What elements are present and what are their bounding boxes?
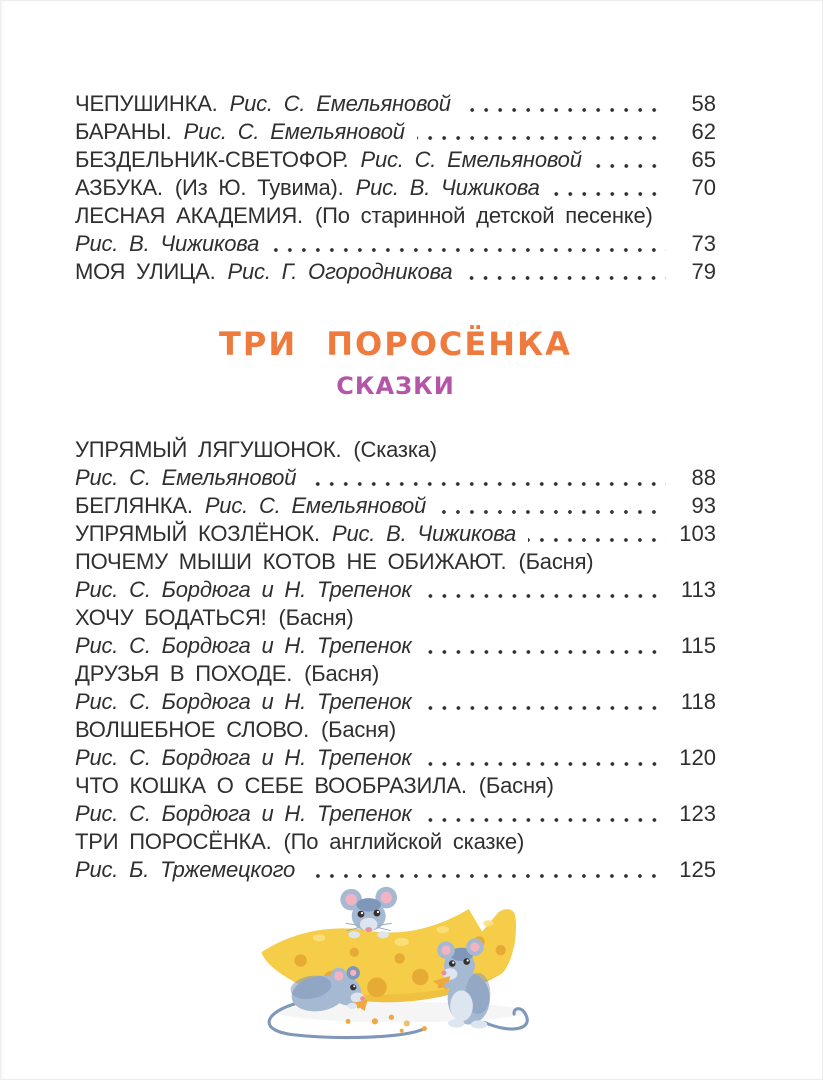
dot-leader: [424, 762, 666, 766]
entry-credit: Рис. В. Чижикова: [355, 175, 540, 200]
entry-note: (Басня): [478, 773, 554, 798]
toc-entry-line: [75, 174, 716, 202]
page-number: 118: [680, 689, 716, 714]
entry-title: ВОЛШЕБНОЕ СЛОВО.: [75, 717, 309, 742]
entry-note: (Басня): [278, 605, 354, 630]
entry-credit: Рис. В. Чижикова: [331, 521, 517, 546]
toc-entry-line: [75, 688, 716, 716]
entry-credit: Рис. С. Емельяновой: [183, 119, 405, 144]
toc-entry-line: [75, 828, 716, 856]
entry-credit: Рис. С. Бордюга и Н. Трепенок: [75, 633, 412, 658]
toc-entry-line: [75, 258, 716, 286]
page-number: 88: [691, 465, 716, 490]
entry-credit: Рис. С. Бордюга и Н. Трепенок: [75, 577, 412, 602]
page-number: 103: [679, 521, 716, 546]
entry-credit: Рис. С. Емельяновой: [204, 493, 427, 518]
section-heading: ТРИ ПОРОСЁНКА: [219, 325, 572, 363]
entry-note: (Сказка): [353, 437, 437, 462]
dot-leader: [528, 538, 666, 542]
toc-entry-line: [75, 202, 716, 230]
toc-entry-line: [75, 744, 716, 772]
toc-entry-line: [75, 118, 716, 146]
mice-cheese-illustration: [247, 878, 577, 1043]
entry-note: (По английской сказке): [283, 829, 525, 854]
figure-wrap: [0, 878, 823, 1043]
toc-entry-line: [75, 520, 716, 548]
entry-credit: Рис. Г. Огородникова: [227, 259, 453, 284]
entry-credit: Рис. С. Емельяновой: [229, 91, 451, 116]
entry-title: ДРУЗЬЯ В ПОХОДЕ.: [75, 661, 293, 686]
entry-credit: Рис. С. Бордюга и Н. Трепенок: [75, 801, 412, 826]
mouse-top-icon: [340, 887, 397, 939]
toc-entry-line: [75, 436, 716, 464]
page-number: 115: [680, 633, 716, 658]
dot-leader: [271, 248, 666, 252]
toc-entry-line: [75, 632, 716, 660]
entry-title: БЕЗДЕЛЬНИК-СВЕТОФОР.: [75, 147, 349, 172]
page-number: 79: [691, 259, 716, 284]
page-number: 123: [679, 801, 716, 826]
toc-section: [75, 324, 716, 884]
entry-note: (Басня): [320, 717, 396, 742]
toc-entry-line: [75, 660, 716, 688]
entry-title: АЗБУКА.: [75, 175, 163, 200]
page-number: 62: [691, 119, 716, 144]
entry-title: ПОЧЕМУ МЫШИ КОТОВ НЕ ОБИЖАЮТ.: [75, 549, 507, 574]
toc-section: [75, 90, 716, 286]
entry-title: ЧТО КОШКА О СЕБЕ ВООБРАЗИЛА.: [75, 773, 467, 798]
entry-note: (По старинной детской песенке): [314, 203, 653, 228]
entry-credit: Рис. В. Чижикова: [75, 231, 260, 256]
entry-title: ТРИ ПОРОСЁНКА.: [75, 829, 272, 854]
entry-note: (Басня): [304, 661, 380, 686]
dot-leader: [463, 108, 666, 112]
page-number: 73: [691, 231, 716, 256]
toc-entry-line: [75, 716, 716, 744]
entry-note: (Из Ю. Тувима).: [174, 175, 344, 200]
section-subheading: СКАЗКИ: [336, 372, 455, 400]
toc-entry-line: [75, 548, 716, 576]
dot-leader: [424, 818, 666, 822]
page-number: 125: [679, 857, 716, 882]
toc-entry-line: [75, 492, 716, 520]
page-number: 120: [679, 745, 716, 770]
entry-credit: Рис. С. Емельяновой: [75, 465, 297, 490]
entry-title: БЕГЛЯНКА.: [75, 493, 193, 518]
entry-title: ЛЕСНАЯ АКАДЕМИЯ.: [75, 203, 303, 228]
toc-entry-line: [75, 90, 716, 118]
toc-entry-line: [75, 464, 716, 492]
page-number: 70: [691, 175, 716, 200]
page-number: 113: [680, 577, 716, 602]
entry-title: УПРЯМЫЙ ЛЯГУШОНОК.: [75, 437, 342, 462]
dot-leader: [552, 192, 666, 196]
dot-leader: [308, 482, 666, 486]
page-number: 58: [691, 91, 716, 116]
toc: [75, 90, 716, 884]
dot-leader: [424, 594, 666, 598]
toc-entry-line: [75, 604, 716, 632]
dot-leader: [464, 276, 666, 280]
entry-title: БАРАНЫ.: [75, 119, 172, 144]
page-number: 65: [691, 147, 716, 172]
page-number: 93: [691, 493, 716, 518]
dot-leader: [424, 650, 666, 654]
entry-title: ЧЕПУШИНКА.: [75, 91, 218, 116]
toc-entry-line: [75, 146, 716, 174]
toc-entry-line: [75, 800, 716, 828]
dot-leader: [594, 164, 666, 168]
entry-credit: Рис. С. Емельяновой: [360, 147, 582, 172]
entry-credit: Рис. С. Бордюга и Н. Трепенок: [75, 745, 412, 770]
entry-credit: Рис. С. Бордюга и Н. Трепенок: [75, 689, 412, 714]
entry-title: УПРЯМЫЙ КОЗЛЁНОК.: [75, 521, 320, 546]
toc-entry-line: [75, 576, 716, 604]
toc-entry-line: [75, 772, 716, 800]
entry-note: (Басня): [518, 549, 594, 574]
entry-title: ХОЧУ БОДАТЬСЯ!: [75, 605, 267, 630]
dot-leader: [417, 136, 666, 140]
dot-leader: [424, 706, 666, 710]
dot-leader: [438, 510, 666, 514]
toc-entry-line: [75, 230, 716, 258]
entry-credit: Рис. Б. Тржемецкого: [75, 857, 296, 882]
entry-title: МОЯ УЛИЦА.: [75, 259, 216, 284]
